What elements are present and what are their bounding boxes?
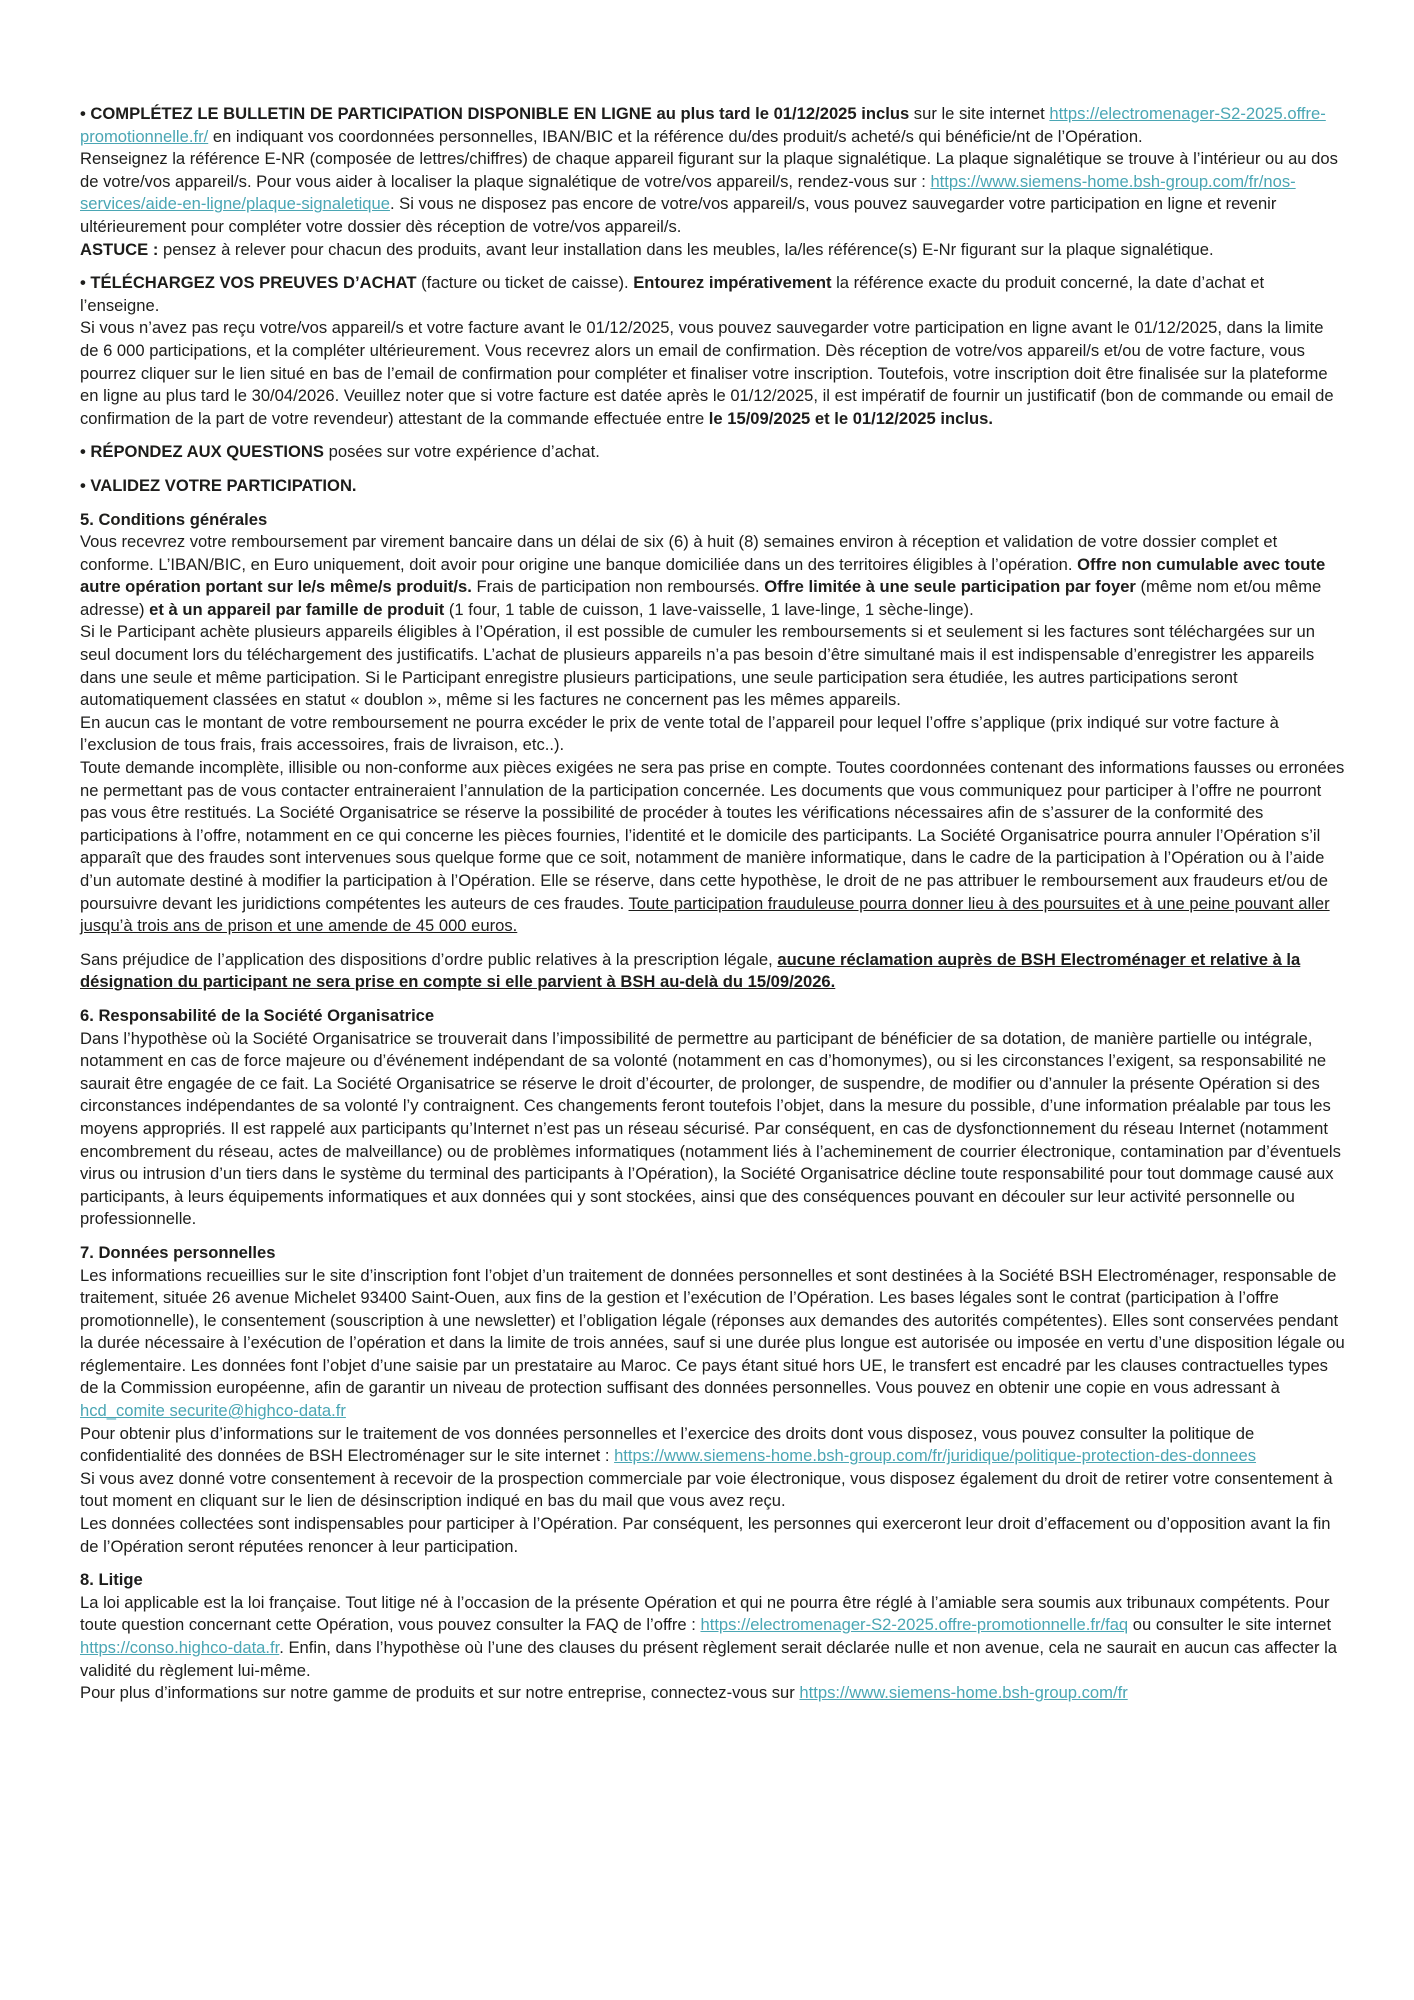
text: La loi applicable est la loi française. Tout litige né à l’occasion de la présente Opération et qui ne pourra être réglé à l’amiable sera soumis aux tribunaux compétents. Pour toute question concernant cette Opération, vous pouvez consulter la FAQ de l’offre : — [80, 1592, 1330, 1635]
enr-instructions — [80, 148, 1345, 238]
underlined-warning: Toute participation frauduleuse pourra donner lieu à des poursuites et à une peine pouvant aller jusqu’à trois ans de prison et une amende de 45 000 euros. — [80, 893, 1330, 936]
highco-site-link[interactable]: https://conso.highco-data.fr — [80, 1638, 280, 1657]
step-heading: • VALIDEZ VOTRE PARTICIPATION. — [80, 475, 357, 495]
paragraph — [80, 1423, 1345, 1468]
section-title: 7. Données personnelles — [80, 1242, 276, 1262]
paragraph: Si le Participant achète plusieurs appareils éligibles à l’Opération, il est possible de cumuler les remboursements si et seulement si les factures sont téléchargées sur un seul document lors du téléchargement des justificatifs. L’achat de plusieurs appareils n’a pas besoin d’être simultané mais il est indispensable d’enregistrer les appareils dans une seule et même participation. Si le Participant enregistre plusieurs participations, une seule participation sera étudiée, les autres participations seront automatiquement classées en statut « doublon », même si les factures ne concernent pas les mêmes appareils. — [80, 622, 1316, 710]
delayed-invoice-text — [80, 317, 1345, 430]
nameplate-help-link[interactable]: https://www.siemens-home.bsh-group.com/fr/nos-services/aide-en-ligne/plaque-signaletique — [80, 171, 1296, 214]
step-validate-text — [80, 475, 1345, 498]
text: posées sur votre expérience d’achat. — [324, 442, 600, 462]
text: Vous recevrez votre remboursement par virement bancaire dans un délai de six (6) à huit (8) semaines environ à réception et validation de votre dossier complet et conforme. L’IBAN/BIC, en Euro uniquement, doit avoir pour origine une banque domiciliée dans un des territoires éligibles à l’opération. — [80, 532, 1278, 574]
emphasis: Offre non cumulable avec toute autre opération portant sur le/s même/s produit/s. — [80, 554, 1326, 597]
text: pensez à relever pour chacun des produits, avant leur installation dans les meubles, la/les référence(s) E-Nr figurant sur la plaque signalétique. — [158, 239, 1214, 259]
paragraph: Dans l’hypothèse où la Société Organisatrice se trouverait dans l’impossibilité de permettre au participant de bénéficier de sa dotation, de manière partielle ou intégrale, notamment en cas de force majeure ou d’événement indépendant de sa volonté (notamment en cas d’homonymes), ou si les circonstances l’exigent, sa responsabilité ne saurait être engagée de ce fait. La Société Organisatrice se réserve le droit d’écourter, de prolonger, de suspendre, de modifier ou d’annuler la présente Opération si des circonstances indépendantes de sa volonté l’y contraignent. Ces changements feront toutefois l’objet, dans la mesure du possible, d’une information préalable par tous les moyens appropriés. Il est rappelé aux participants qu’Internet n’est pas un réseau sécurisé. Par conséquent, en cas de dysfonctionnement du réseau Internet (notamment encombrement du réseau, actes de malveillance) ou de problèmes informatiques (notamment liés à l’acheminement de courrier électronique, contamination par d’éventuels virus ou intrusion d’un tiers dans le système du terminal des participants à l’Opération), la Société Organisatrice décline toute responsabilité pour tout dommage causé aux participants, à leurs équipements informatiques et aux données qui y sont stockées, ainsi que des conséquences pouvant en découler sur leur activité personnelle ou professionnelle. — [80, 1028, 1341, 1229]
section-title: 6. Responsabilité de la Société Organisatrice — [80, 1005, 435, 1025]
section-personal-data — [80, 1242, 1345, 1558]
offer-website-link[interactable]: https://electromenager-S2-2025.offre-promotionnelle.fr/ — [80, 104, 1326, 146]
emphasis: et à un appareil par famille de produit — [149, 599, 445, 619]
text: Toute demande incomplète, illisible ou non-conforme aux pièces exigées ne sera pas prise en compte. Toutes coordonnées contenant des informations fausses ou erronées ne permettant pas de vous contacter entraineraient l’annulation de la participation concernée. Les documents que vous communiquez pour participer à l’offre ne pourront pas vous être restitués. La Société Organisatrice se réserve la possibilité de procéder à toutes les vérifications nécessaires afin de s’assurer de la conformité des participations à l’offre, notamment en ce qui concerne les pièces fournies, l’identité et le domicile des participants. La Société Organisatrice pourra annuler l’Opération s’il apparaît que des fraudes sont intervenues sous quelque forme que ce soit, notamment de manière informatique, dans le cadre de la participation à l’Opération ou à l’aide d’un automate destiné à modifier la participation à l’Opération. Elle se réserve, dans cette hypothèse, le droit de ne pas attribuer le remboursement aux fraudeurs et/ou de poursuivre devant les juridictions compétentes les auteurs de ces fraudes. — [80, 758, 1345, 913]
emphasis: Entourez impérativement — [633, 273, 832, 293]
privacy-policy-link[interactable]: https://www.siemens-home.bsh-group.com/fr/juridique/politique-protection-des-donnees — [614, 1446, 1257, 1466]
step-answer-questions — [80, 441, 1345, 464]
claim-deadline: aucune réclamation auprès de BSH Electroménager et relative à la désignation du participant ne sera prise en compte si elle parvient à BSH au-delà du 15/09/2026. — [80, 949, 1301, 992]
paragraph — [80, 1265, 1345, 1423]
dpo-email-link[interactable]: hcd_comite securite@highco-data.fr — [80, 1401, 346, 1421]
step-upload-proof-text — [80, 272, 1345, 317]
faq-link[interactable]: https://electromenager-S2-2025.offre-promotionnelle.fr/faq — [700, 1615, 1129, 1635]
section-liability — [80, 1005, 1345, 1231]
tip — [80, 239, 1345, 262]
text: Si vous n’avez pas reçu votre/vos appareil/s et votre facture avant le 01/12/2025, vous pouvez sauvegarder votre participation en ligne avant le 01/12/2025, dans la limite de 6 000 participations, et la compléter ultérieurement. Vous recevrez alors un email de confirmation. Dès réception de votre/vos appareil/s et/ou de votre facture, vous pourrez cliquer sur le lien situé en bas de l’email de confirmation pour compléter et finaliser votre inscription. Toutefois, votre inscription doit être finalisée sur la plateforme en ligne au plus tard le 30/04/2026. Veuillez noter que si votre facture est datée après le 01/12/2025, il est impératif de fournir un justificatif (bon de commande ou email de confirmation de la part de votre revendeur) attestant de la commande effectuée entre — [80, 318, 1334, 428]
step-validate — [80, 475, 1345, 498]
text: Les informations recueillies sur le site d’inscription font l’objet d’un traitement de données personnelles et sont destinées à la Société BSH Electroménager, responsable de traitement, située 26 avenue Michelet 93400 Saint-Ouen, aux fins de la gestion et l’exécution de l’Opération. Les bases légales sont le contrat (participation à l’offre promotionnelle), le consentement (souscription à une newsletter) et l’obligation légale (réponses aux demandes des autorités compétentes). Elles sont conservées pendant la durée nécessaire à l’exécution de l’opération et dans la limite de trois années, sauf si une durée plus longue est autorisée ou imposée en vertu d’une disposition légale ou réglementaire. Les données font l’objet d’une saisie par un prestataire au Maroc. Ce pays étant situé hors UE, le transfert est encadré par les clauses contractuelles types de la Commission européenne, afin de garantir un niveau de protection suffisant des données personnelles. Vous pouvez en obtenir une copie en vous adressant à — [80, 1265, 1345, 1398]
paragraph — [80, 1682, 1345, 1705]
step-heading: • TÉLÉCHARGEZ VOS PREUVES D’ACHAT — [80, 273, 417, 293]
paragraph — [80, 531, 1345, 621]
paragraph: En aucun cas le montant de votre remboursement ne pourra excéder le prix de vente total de l’appareil pour lequel l’offre s’applique (prix indiqué sur votre facture à l’exclusion de tous frais, frais accessoires, frais de livraison, etc..). — [80, 712, 1279, 755]
text: Sans préjudice de l’application des dispositions d’ordre public relatives à la prescription légale, — [80, 949, 778, 969]
rules-document — [80, 103, 1345, 1716]
siemens-home-link[interactable]: https://www.siemens-home.bsh-group.com/fr — [799, 1683, 1128, 1703]
text: sur le site internet — [909, 104, 1050, 123]
text: (1 four, 1 table de cuisson, 1 lave-vaisselle, 1 lave-linge, 1 sèche-linge). — [444, 599, 974, 619]
paragraph — [80, 757, 1345, 938]
section-title: 8. Litige — [80, 1570, 143, 1590]
step-heading: • RÉPONDEZ AUX QUESTIONS — [80, 442, 324, 462]
text: Frais de participation non remboursés. — [471, 577, 765, 597]
step-heading: • COMPLÉTEZ LE BULLETIN DE PARTICIPATION DISPONIBLE EN LIGNE — [80, 104, 652, 123]
text: Pour obtenir plus d’informations sur le traitement de vos données personnelles et l’exercice des droits dont vous disposez, vous pouvez consulter la politique de confidentialité des données de BSH Electroménager sur le site internet : — [80, 1423, 1255, 1466]
text: (même nom et/ou même adresse) — [80, 577, 1322, 619]
text: (facture ou ticket de caisse). — [416, 273, 634, 293]
step-complete-form-text — [80, 103, 1345, 148]
text: Pour plus d’informations sur notre gamme de produits et sur notre entreprise, connectez-vous sur — [80, 1683, 800, 1703]
text: en indiquant vos coordonnées personnelles, IBAN/BIC et la référence du/des produit/s acheté/s qui bénéficie/nt de l’Opération. — [208, 126, 1143, 146]
text: . Si vous ne disposez pas encore de votre/vos appareil/s, vous pouvez sauvegarder votre participation en ligne et revenir ultérieurement pour compléter votre dossier dès réception de votre/vos appareil/s. — [80, 194, 1277, 236]
paragraph — [80, 949, 1345, 994]
text: ou consulter le site internet — [1128, 1615, 1332, 1635]
text: la référence exacte du produit concerné, la date d’achat et l’enseigne. — [80, 273, 1265, 315]
section-dispute — [80, 1569, 1345, 1705]
tip-label: ASTUCE : — [80, 239, 159, 259]
text: . Enfin, dans l’hypothèse où l’une des clauses du présent règlement serait déclarée nulle et non avenue, cela ne saurait en aucun cas affecter la validité du règlement lui-même. — [80, 1638, 1338, 1680]
step-answer-questions-text — [80, 441, 1345, 464]
step-upload-proof — [80, 272, 1345, 430]
section-title: 5. Conditions générales — [80, 509, 268, 529]
paragraph — [80, 1592, 1345, 1682]
section-general-conditions — [80, 509, 1345, 938]
paragraph: Si vous avez donné votre consentement à recevoir de la prospection commerciale par voie électronique, vous disposez également du droit de retirer votre consentement à tout moment en cliquant sur le lien de désinscription indiqué en bas du mail que vous avez reçu. — [80, 1468, 1333, 1511]
prescription-notice — [80, 949, 1345, 994]
emphasis: Offre limitée à une seule participation par foyer — [764, 577, 1136, 597]
date-range: le 15/09/2025 et le 01/12/2025 inclus. — [708, 408, 993, 428]
deadline: au plus tard le 01/12/2025 inclus — [651, 104, 910, 123]
paragraph: Les données collectées sont indispensables pour participer à l’Opération. Par conséquent, les personnes qui exerceront leur droit d’effacement ou d’opposition avant la fin de l’Opération seront réputées renoncer à leur participation. — [80, 1514, 1331, 1556]
step-complete-form — [80, 103, 1345, 261]
text: Renseignez la référence E-NR (composée de lettres/chiffres) de chaque appareil figurant sur la plaque signalétique. La plaque signalétique se trouve à l’intérieur ou au dos de votre/vos appareil/s. Pour vous aider à localiser la plaque signalétique de votre/vos appareil/s, rendez-vous sur : — [80, 149, 1338, 191]
